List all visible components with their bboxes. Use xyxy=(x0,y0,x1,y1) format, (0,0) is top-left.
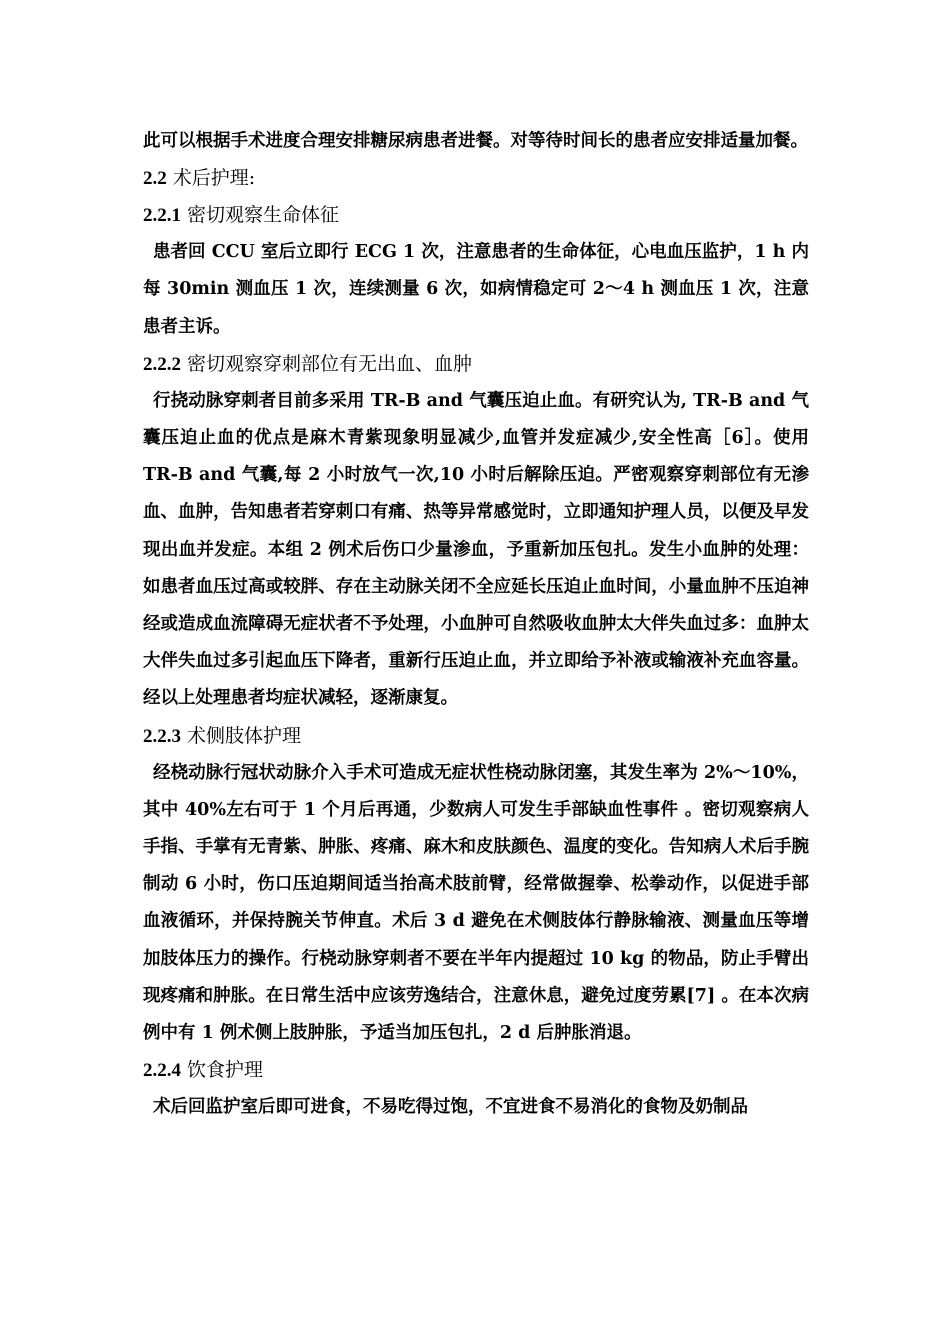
paragraph-meal-arrangement: 此可以根据手术进度合理安排糖尿病患者进餐。对等待时间长的患者应安排适量加餐。 xyxy=(143,131,808,151)
heading-limb-care xyxy=(143,718,809,755)
heading-puncture-site xyxy=(143,346,809,383)
heading-text: 术后护理: xyxy=(166,167,256,190)
heading-number: 2.2.1 xyxy=(143,205,181,227)
heading-text: 密切观察生命体征 xyxy=(181,204,340,227)
heading-number: 2.2.4 xyxy=(143,1060,181,1082)
heading-diet-care xyxy=(143,1052,809,1089)
paragraph-limb-care: 经桡动脉行冠状动脉介入手术可造成无症状性桡动脉闭塞，其发生率为 2%～10%，其中 40%左右可于 1 个月后再通，少数病人可发生手部缺血性事件 。密切观察病人手指、手掌有无青紫、肿胀、疼痛、麻木和皮肤颜色、温度的变化。告知病人术后手腕制动 6 小时，伤口压迫期间适当抬高术肢前臂，经常做握拳、松拳动作，以促进手部血液循环，并保持腕关节伸直。术后 3 d 避免在术侧肢体行静脉输液、测量血压等增加肢体压力的操作。行桡动脉穿刺者不要在半年内提超过 10 kg 的物品，防止手臂出现疼痛和肿胀。在日常生活中应该劳逸结合，注意休息，避免过度劳累[7] 。在本次病例中有 1 例术侧上肢肿胀，予适当加压包扎，2 d 后肿胀消退。 xyxy=(143,762,809,1044)
heading-vital-signs xyxy=(143,197,809,234)
document-body xyxy=(143,123,809,1126)
heading-number: 2.2 xyxy=(143,168,167,190)
paragraph-vital-signs: 患者回 CCU 室后立即行 ECG 1 次，注意患者的生命体征，心电血压监护，1 h 内每 30min 测血压 1 次，连续测量 6 次，如病情稳定可 2～4 h 测血压 1 次，注意患者主诉。 xyxy=(143,242,809,337)
heading-text: 饮食护理 xyxy=(181,1059,264,1082)
paragraph-puncture-site: 行挠动脉穿刺者目前多采用 TR-B and 气囊压迫止血。有研究认为, TR-B and 气囊压迫止血的优点是麻木青紫现象明显减少,血管并发症减少,安全性高［6］。使用 TR-B and 气囊,每 2 小时放气一次,10 小时后解除压迫。严密观察穿刺部位有无渗血、血肿，告知患者若穿刺口有痛、热等异常感觉时，立即通知护理人员，以便及早发现出血并发症。本组 2 例术后伤口少量渗血，予重新加压包扎。发生小血肿的处理：如患者血压过高或较胖、存在主动脉关闭不全应延长压迫止血时间，小量血肿不压迫神经或造成血流障碍无症状者不予处理，小血肿可自然吸收血肿太大伴失血过多：血肿太大伴失血过多引起血压下降者，重新行压迫止血，并立即给予补液或输液补充血容量。经以上处理患者均症状减轻，逐渐康复。 xyxy=(143,390,809,709)
heading-number: 2.2.2 xyxy=(143,353,181,375)
heading-postoperative-care xyxy=(143,160,809,197)
heading-text: 密切观察穿刺部位有无出血、血肿 xyxy=(181,352,473,375)
heading-text: 术侧肢体护理 xyxy=(181,724,302,747)
paragraph-diet-care: 术后回监护室后即可进食，不易吃得过饱，不宜进食不易消化的食物及奶制品 xyxy=(153,1097,748,1118)
heading-number: 2.2.3 xyxy=(143,725,181,747)
